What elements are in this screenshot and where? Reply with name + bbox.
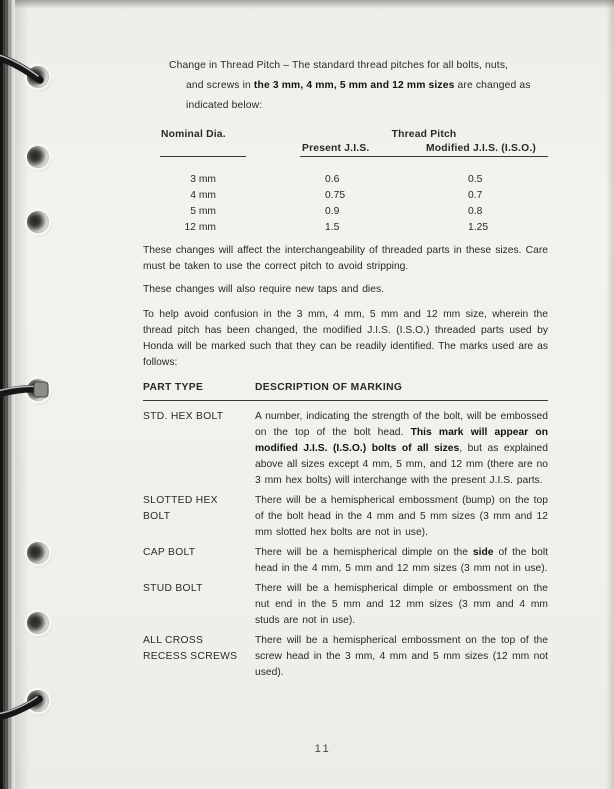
column-header-part-type: PART TYPE <box>143 382 204 393</box>
nominal-dia-value: 4 mm <box>190 190 216 201</box>
punch-hole <box>27 66 49 88</box>
present-jis-value: 0.9 <box>325 206 340 217</box>
marking-table-header <box>143 380 548 401</box>
punch-hole <box>27 146 49 168</box>
marking-table-row <box>143 633 548 681</box>
modified-jis-value: 0.5 <box>468 174 483 185</box>
part-type-label: ALL CROSS RECESS SCREWS <box>143 635 238 662</box>
column-header-description: DESCRIPTION OF MARKING <box>255 382 403 393</box>
pitch-table-rows <box>143 172 548 236</box>
part-type-label: STUD BOLT <box>143 583 203 594</box>
marking-table-row <box>143 545 548 577</box>
modified-jis-value: 0.7 <box>468 190 483 201</box>
table-rule <box>160 156 246 157</box>
marking-table-row <box>143 493 548 541</box>
marking-table <box>143 380 548 681</box>
present-jis-value: 1.5 <box>325 222 340 233</box>
marking-description: There will be a hemispherical dimple on the side of the bolt head in the 4 mm, 5 mm and 12 mm sizes (3 mm not in use). <box>255 547 549 574</box>
marking-description: There will be a hemispherical dimple or embossment on the nut end in the 5 mm and 12 mm sizes (3 mm and 4 mm studs are not in use). <box>255 583 548 626</box>
modified-jis-value: 0.8 <box>468 206 483 217</box>
punch-hole <box>27 211 49 233</box>
column-header-present-jis: Present J.I.S. <box>302 143 370 154</box>
punch-hole <box>27 612 49 634</box>
page-content <box>143 0 548 789</box>
column-group-header-thread-pitch: Thread Pitch <box>391 129 457 140</box>
marking-table-rows <box>143 409 548 681</box>
pitch-table-row <box>143 188 548 204</box>
intro-line: indicated below: <box>186 100 263 111</box>
marking-description: There will be a hemispherical embossment (bump) on the top of the bolt head in the 4 mm and 5 mm sizes (3 mm and 12 mm slotted hex bolts are not in use). <box>255 495 548 538</box>
table-rule <box>300 156 548 157</box>
intro-line: Change in Thread Pitch – The standard thread pitches for all bolts, nuts, <box>169 60 509 71</box>
marking-table-row <box>143 581 548 629</box>
marking-description: A number, indicating the strength of the bolt, will be embossed on the top of the bolt head. This mark will appear on modified J.I.S. (I.S.O.) bolts of all sizes, but as explained above all sizes except 4 mm, 5 mm, and 12 mm (there are no 3 mm hex bolts) will interchange with the present J.I.S. parts. <box>255 411 548 486</box>
pitch-table-row <box>143 204 548 220</box>
pitch-table-row <box>143 172 548 188</box>
intro-paragraph <box>143 56 548 116</box>
punch-hole <box>27 542 49 564</box>
punch-hole <box>27 379 49 401</box>
page-number: 11 <box>314 743 332 755</box>
nominal-dia-value: 12 mm <box>184 222 216 233</box>
punch-hole <box>27 690 49 712</box>
gutter-shadow <box>15 0 29 789</box>
column-header-modified-jis: Modified J.I.S. (I.S.O.) <box>426 143 537 154</box>
nominal-dia-value: 5 mm <box>190 206 216 217</box>
present-jis-value: 0.6 <box>325 174 340 185</box>
paragraph: These changes will affect the interchangeability of threaded parts in these sizes. Care must be taken to use the correct pitch to avoid stripping. <box>143 245 548 272</box>
pitch-table-row <box>143 220 548 236</box>
marking-description: There will be a hemispherical embossment on the top of the screw head in the 3 mm, 4 mm and 5 mm sizes (12 mm not used). <box>255 635 548 678</box>
part-type-label: STD. HEX BOLT <box>143 411 224 422</box>
intro-line: and screws in the 3 mm, 4 mm, 5 mm and 12 mm sizes are changed as <box>186 80 531 91</box>
marking-table-row <box>143 409 548 489</box>
present-jis-value: 0.75 <box>325 190 346 201</box>
column-header-nominal-dia: Nominal Dia. <box>161 129 226 140</box>
nominal-dia-value: 3 mm <box>190 174 216 185</box>
thread-pitch-table <box>143 127 548 239</box>
binder-spine <box>0 0 15 789</box>
paragraph: To help avoid confusion in the 3 mm, 4 mm, 5 mm and 12 mm size, wherein the thread pitch has been changed, the modified J.I.S. (I.S.O.) threaded parts used by Honda will be marked such that they can be readily identified. The marks used are as follows: <box>143 309 548 368</box>
body-paragraphs <box>143 243 548 371</box>
part-type-label: SLOTTED HEX BOLT <box>143 495 218 522</box>
part-type-label: CAP BOLT <box>143 547 196 558</box>
page-right-edge <box>606 0 614 789</box>
modified-jis-value: 1.25 <box>468 222 489 233</box>
paragraph: These changes will also require new taps and dies. <box>143 284 384 295</box>
